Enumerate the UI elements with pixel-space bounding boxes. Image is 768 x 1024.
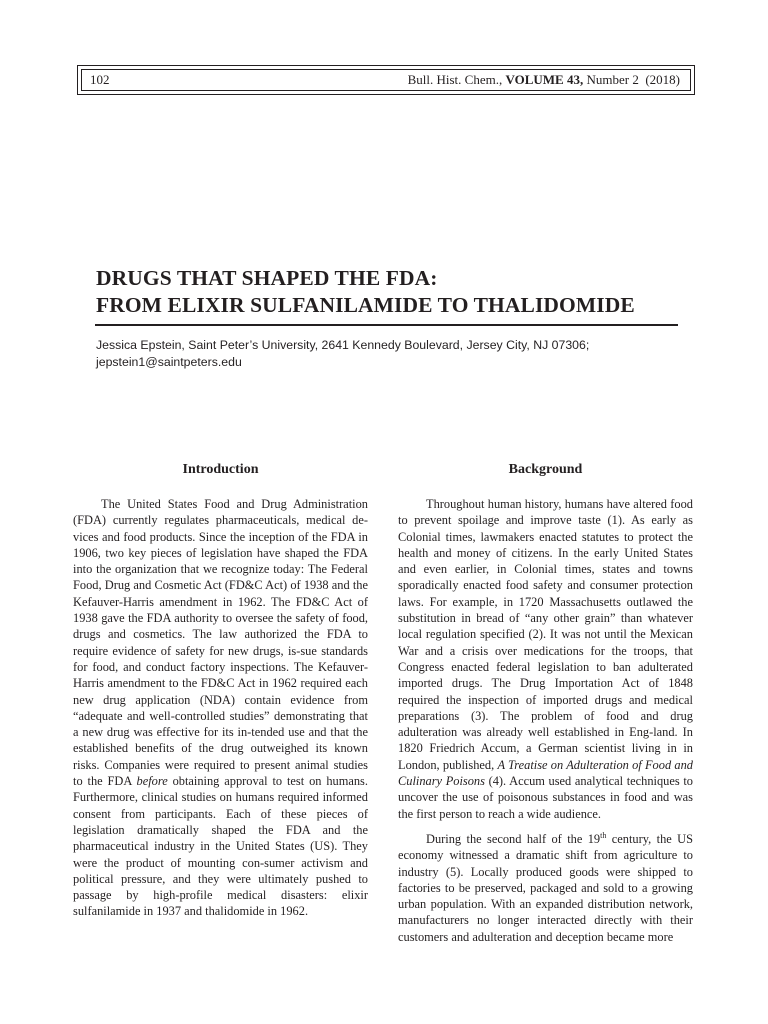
page-number: 102	[90, 72, 110, 87]
journal-name: Bull. Hist. Chem.,	[407, 72, 503, 87]
bg2-superscript: th	[600, 830, 607, 840]
introduction-heading: Introduction	[182, 462, 259, 477]
journal-citation	[408, 72, 680, 88]
bg2-text-b: century, the US economy witnessed a dramatic shift from agriculture to industry (5). Locally produced goods were shipped to factories to be preserved, packaged and sold to a growing urban population. With an expanded distribution network, manufacturers no longer interacted directly with their customers and adulteration and deception became more	[398, 831, 693, 944]
title-line-1: DRUGS THAT SHAPED THE FDA:	[96, 266, 438, 290]
journal-issue: Number 2	[586, 72, 639, 87]
journal-year: (2018)	[645, 72, 680, 87]
bg-book-title: A Treatise on Adulteration of Food and Culinary Poisons	[398, 757, 693, 789]
author-email: jepstein1@saintpeters.edu	[96, 355, 242, 369]
author-line-1: Jessica Epstein, Saint Peter’s University, 2641 Kennedy Boulevard, Jersey City, NJ 07306;	[96, 338, 590, 352]
bg2-text-a: During the second half of the 19	[426, 831, 601, 846]
bg-text-b: (4). Accum used analytical techniques to uncover the use of poisonous substances in food and was the first person to reach a wide audience.	[398, 774, 693, 821]
bg-text-a: Throughout human history, humans have altered food to prevent spoilage and improve taste (1). As early as Colonial times, lawmakers enacted statutes to protect the health and money of citizens. In the early United States and even earlier, in Colonial times, states and towns sporadically enacted food safety and consumer protection laws. For example, in 1720 Massachusetts outlawed the substitution in bread of “any other grain” than whatever local regulation specified (2). It was not until the Mexican War and a crisis over medications for the troops, that Congress enacted federal legislation to ban adulterated imported drugs. The Drug Importation Act of 1848 required the inspection of imported drugs and medical preparations (3). The problem of food and drug adulteration was already well established in Eng-land. In 1820 Friedrich Accum, a German scientist living in in London, published,	[398, 497, 693, 772]
introduction-column	[73, 460, 368, 929]
running-header-inner	[81, 69, 691, 91]
intro-text-b: obtaining approval to test on humans. Furthermore, clinical studies on humans required informed consent from participants. Each of these pieces of legislation dramatically shaped the FDA and the pharmaceutical industry in the United States (US). They were the product of mounting con-sumer activism and political pressure, and they were ultimately pushed to passage by high-profile medical disasters: elixir sulfanilamide in 1937 and thalidomide in 1962.	[73, 774, 368, 919]
running-header	[77, 65, 695, 95]
intro-emphasis: before	[136, 774, 168, 789]
introduction-paragraph	[73, 496, 368, 920]
background-paragraph-2	[398, 831, 693, 945]
title-line-2: FROM ELIXIR SULFANILAMIDE TO THALIDOMIDE	[96, 293, 635, 317]
author-affiliation	[96, 337, 696, 371]
journal-volume: VOLUME 43,	[505, 72, 584, 87]
background-paragraph-1	[398, 496, 693, 822]
background-heading: Background	[508, 462, 583, 477]
title-divider	[95, 324, 678, 326]
intro-text-a: The United States Food and Drug Administration (FDA) currently regulates pharmaceuticals, medical de-vices and food products. Since the inception of the FDA in 1906, two key pieces of legislation have shaped the FDA into the organization that we recognize today: The Federal Food, Drug and Cosmetic Act (FD&C Act) of 1938 and the Kefauver-Harris amendment in 1962. The FD&C Act of 1938 gave the FDA authority to oversee the safety of food, drugs and cosmetics. The law authorized the FDA to require evidence of safety for new drugs, is-sue standards for food, and conduct factory inspections. The Kefauver-Harris amendment to the FD&C Act in 1962 required each new drug application (NDA) contain evidence from “adequate and well-controlled studies” demonstrating that a new drug was effective for its in-tended use and that the established benefits of the drug outweighed its known risks. Companies were required to present animal studies to the FDA	[73, 497, 368, 789]
background-column	[398, 460, 693, 954]
article-title	[96, 265, 696, 319]
